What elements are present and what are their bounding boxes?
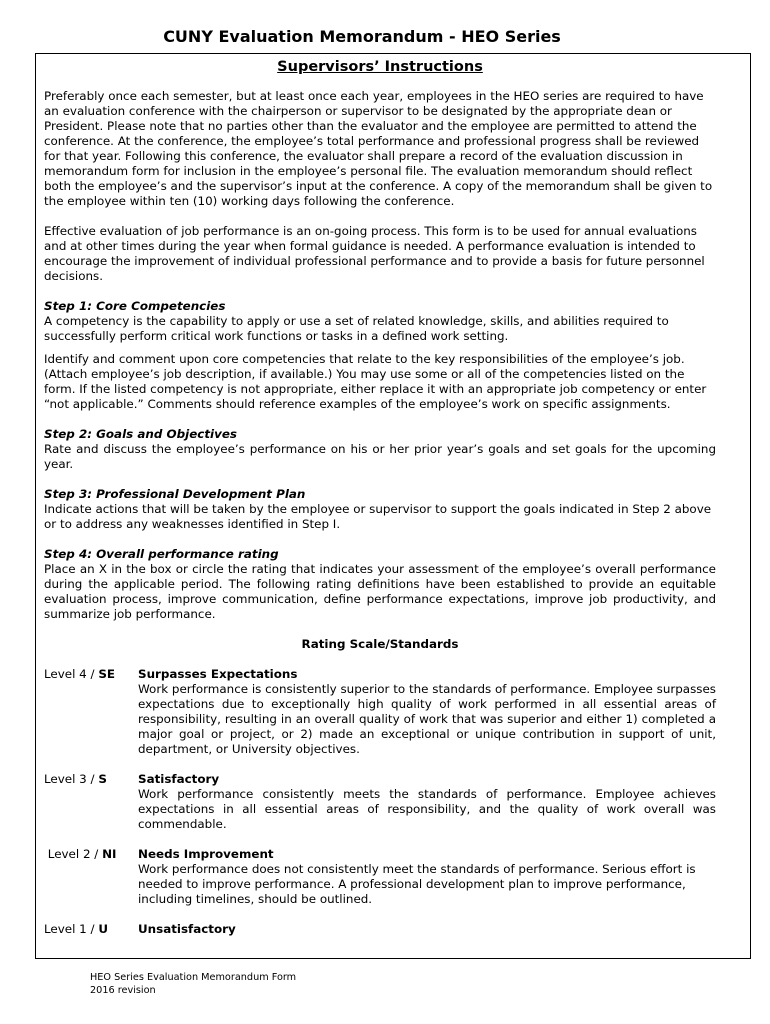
level-code: NI bbox=[102, 847, 117, 861]
step-1-title: Step 1: Core Competencies bbox=[44, 299, 226, 313]
level-code: SE bbox=[98, 667, 115, 681]
intro-paragraph: Effective evaluation of job performance is an on-going process. This form is to be used for annual evaluations and at other times during the year when formal guidance is needed. A performance evaluation is intended to encourage the improvement of individual professional performance and to provide a basis for future personnel decisions. bbox=[44, 224, 705, 283]
rating-level-2 bbox=[44, 847, 716, 907]
step-2-section bbox=[44, 427, 716, 472]
footer-revision: 2016 revision bbox=[90, 985, 156, 996]
rating-level-1-cutoff bbox=[44, 922, 716, 936]
step-1-paragraph: Identify and comment upon core competencies that relate to the key responsibilities of the employee’s job. (Attach employee’s job description, if available.) You may use some or all of the competencies listed on the form. If the listed competency is not appropriate, either replace it with an appropriate job competency or enter “not applicable.” Comments should reference examples of the employee’s work on specific assignments. bbox=[44, 352, 707, 411]
level-description: Work performance consistently meets the standards of performance. Employee achieves expectations in all essential areas of responsibility, and the quality of work overall was commendable. bbox=[138, 787, 716, 831]
level-name: Satisfactory bbox=[138, 772, 220, 786]
level-code: U bbox=[98, 922, 108, 936]
level-description: Work performance does not consistently meet the standards of performance. Serious effort is needed to improve performance. A professional development plan to improve performance, including timelines, should be outlined. bbox=[138, 862, 696, 906]
level-name: Unsatisfactory bbox=[138, 922, 236, 936]
rating-level-4 bbox=[44, 667, 716, 757]
step-1-section bbox=[44, 299, 716, 412]
level-code: S bbox=[98, 772, 107, 786]
rating-level-3 bbox=[44, 772, 716, 832]
instructions-heading: Supervisors’ Instructions bbox=[277, 59, 483, 75]
rating-scale-heading: Rating Scale/Standards bbox=[301, 637, 459, 651]
step-3-title: Step 3: Professional Development Plan bbox=[44, 487, 306, 501]
footer-form-name: HEO Series Evaluation Memorandum Form bbox=[90, 972, 297, 983]
level-label: Level 3 / bbox=[44, 772, 99, 786]
level-description: Work performance is consistently superior to the standards of performance. Employee surpasses expectations due to exceptionally high quality of work performed in all essential areas of responsibility, resulting in an overall quality of work that was superior and either 1) completed a major goal or project, or 2) made an exceptional or unique contribution in support of unit, department, or University objectives. bbox=[138, 682, 716, 756]
level-name: Needs Improvement bbox=[138, 847, 274, 861]
level-label: Level 4 / bbox=[44, 667, 99, 681]
step-4-section bbox=[44, 547, 716, 622]
level-name: Surpasses Expectations bbox=[138, 667, 298, 681]
document-title: CUNY Evaluation Memorandum - HEO Series bbox=[163, 27, 561, 46]
page-footer bbox=[90, 971, 296, 997]
level-label: Level 2 / bbox=[47, 847, 103, 861]
step-4-paragraph: Place an X in the box or circle the rating that indicates your assessment of the employee’s overall performance during the applicable period. The following rating definitions have been established to provide an equitable evaluation process, improve communication, define performance expectations, improve job productivity, and summarize job performance. bbox=[44, 562, 716, 621]
intro-paragraph: Preferably once each semester, but at least once each year, employees in the HEO series are required to have an evaluation conference with the chairperson or supervisor to be designated by the appropriate dean or President. Please note that no parties other than the evaluator and the employee are permitted to attend the conference. At the conference, the employee’s total performance and professional progress shall be reviewed for that year. Following this conference, the evaluator shall prepare a record of the evaluation discussion in memorandum form for inclusion in the employee’s personal file. The evaluation memorandum should reflect both the employee’s and the supervisor’s input at the conference. A copy of the memorandum shall be given to the employee within ten (10) working days following the conference. bbox=[44, 89, 713, 208]
level-label: Level 1 / bbox=[44, 922, 99, 936]
step-1-paragraph: A competency is the capability to apply or use a set of related knowledge, skills, and abilities required to successfully perform critical work functions or tasks in a defined work setting. bbox=[44, 314, 669, 343]
instructions-box bbox=[35, 53, 751, 959]
step-3-section bbox=[44, 487, 716, 532]
step-3-paragraph: Indicate actions that will be taken by the employee or supervisor to support the goals indicated in Step 2 above or to address any weaknesses identified in Step I. bbox=[44, 502, 712, 531]
step-2-paragraph: Rate and discuss the employee’s performance on his or her prior year’s goals and set goals for the upcoming year. bbox=[44, 442, 716, 471]
step-4-title: Step 4: Overall performance rating bbox=[44, 547, 279, 561]
instructions-content bbox=[44, 54, 716, 936]
step-2-title: Step 2: Goals and Objectives bbox=[44, 427, 237, 441]
